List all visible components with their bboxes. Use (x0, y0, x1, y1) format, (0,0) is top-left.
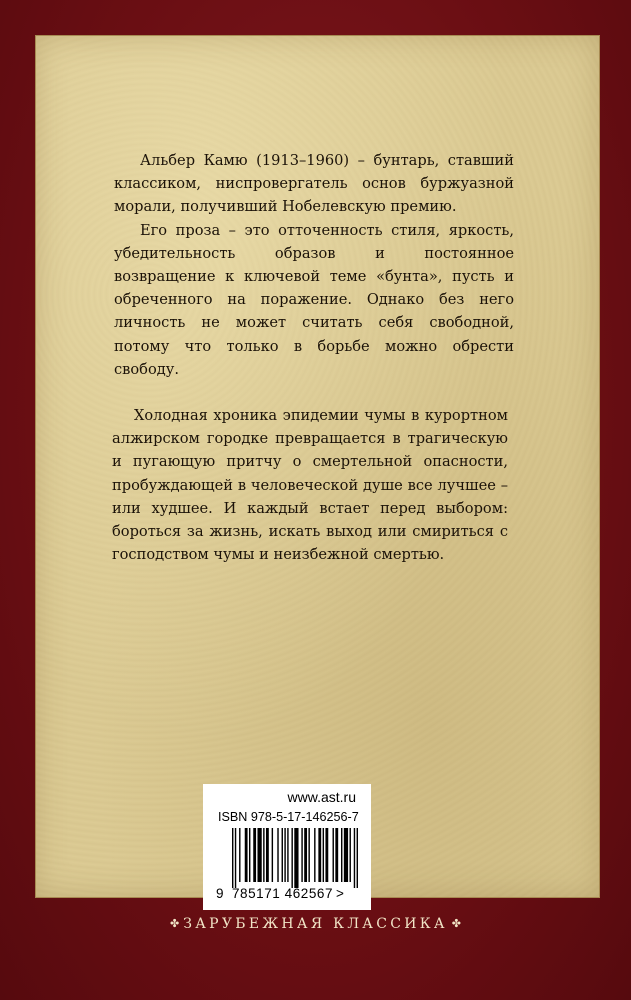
barcode-bar (253, 828, 256, 882)
series-title (0, 916, 631, 932)
barcode-bar (350, 828, 351, 882)
barcode-bar (266, 828, 269, 882)
barcode-bar (325, 828, 328, 882)
barcode-bar (354, 828, 355, 888)
barcode-bar (333, 828, 334, 882)
isbn-label: ISBN 978-5-17-146256-7 (218, 810, 359, 824)
barcode-bar (304, 828, 307, 882)
barcode-image (232, 828, 358, 888)
author-bio (114, 149, 514, 381)
ornament-left-icon: ✤ (170, 917, 180, 930)
barcode-bar (263, 828, 264, 882)
publisher-website: www.ast.ru (287, 789, 356, 805)
barcode-bar (323, 828, 324, 882)
ornament-right-icon: ✤ (451, 917, 461, 930)
barcode-digits-rest: 785171 462567 (232, 886, 333, 901)
barcode-bar (287, 828, 288, 882)
barcode-bar (272, 828, 273, 882)
barcode-bar (245, 828, 248, 882)
barcode-bar (249, 828, 250, 882)
barcode-bar (282, 828, 283, 882)
barcode-box (203, 784, 371, 910)
barcode-bar (344, 828, 348, 882)
barcode-bar (308, 828, 309, 882)
barcode-bar (239, 828, 240, 882)
book-summary: Холодная хроника эпидемии чумы в курортном алжирском городке превращается в трагическую и пугающую притчу о смертельной опасности, пробуждающей в человеческой душе все лучшее – или худшее. И каждый встает перед выбором: бороться за жизнь, искать выход или смириться с господством чумы и неизбежной смертью. (112, 407, 508, 564)
barcode-bar (318, 828, 321, 882)
barcode-bar (294, 828, 298, 888)
barcode-bar (341, 828, 342, 882)
barcode-bar (257, 828, 261, 882)
barcode-bar (277, 828, 278, 882)
barcode-arrow: > (336, 886, 344, 901)
barcode-bar (314, 828, 315, 882)
barcode-bar (335, 828, 338, 882)
barcode-bar (235, 828, 236, 888)
barcode-digit-first: 9 (216, 886, 224, 901)
barcode-bar (232, 828, 233, 888)
bio-paragraph-2: Его проза – это отточенность стиля, яркость, убедительность образов и постоянное возвращение к ключевой теме «бунта», пусть и обреченного на поражение. Однако без него личность не может считать себя свободной, потому что только в борьбе можно обрести свободу. (114, 221, 514, 378)
bio-paragraph-1: Альбер Камю (1913–1960) – бунтарь, ставший классиком, ниспровергатель основ буржуазной морали, получивший Нобелевскую премию. (114, 152, 514, 216)
series-label: ЗАРУБЕЖНАЯ КЛАССИКА (183, 916, 448, 932)
barcode-bar (291, 828, 292, 888)
barcode-bar (301, 828, 302, 882)
barcode-bar (357, 828, 358, 888)
barcode-digits (216, 886, 358, 901)
barcode-bar (284, 828, 285, 882)
